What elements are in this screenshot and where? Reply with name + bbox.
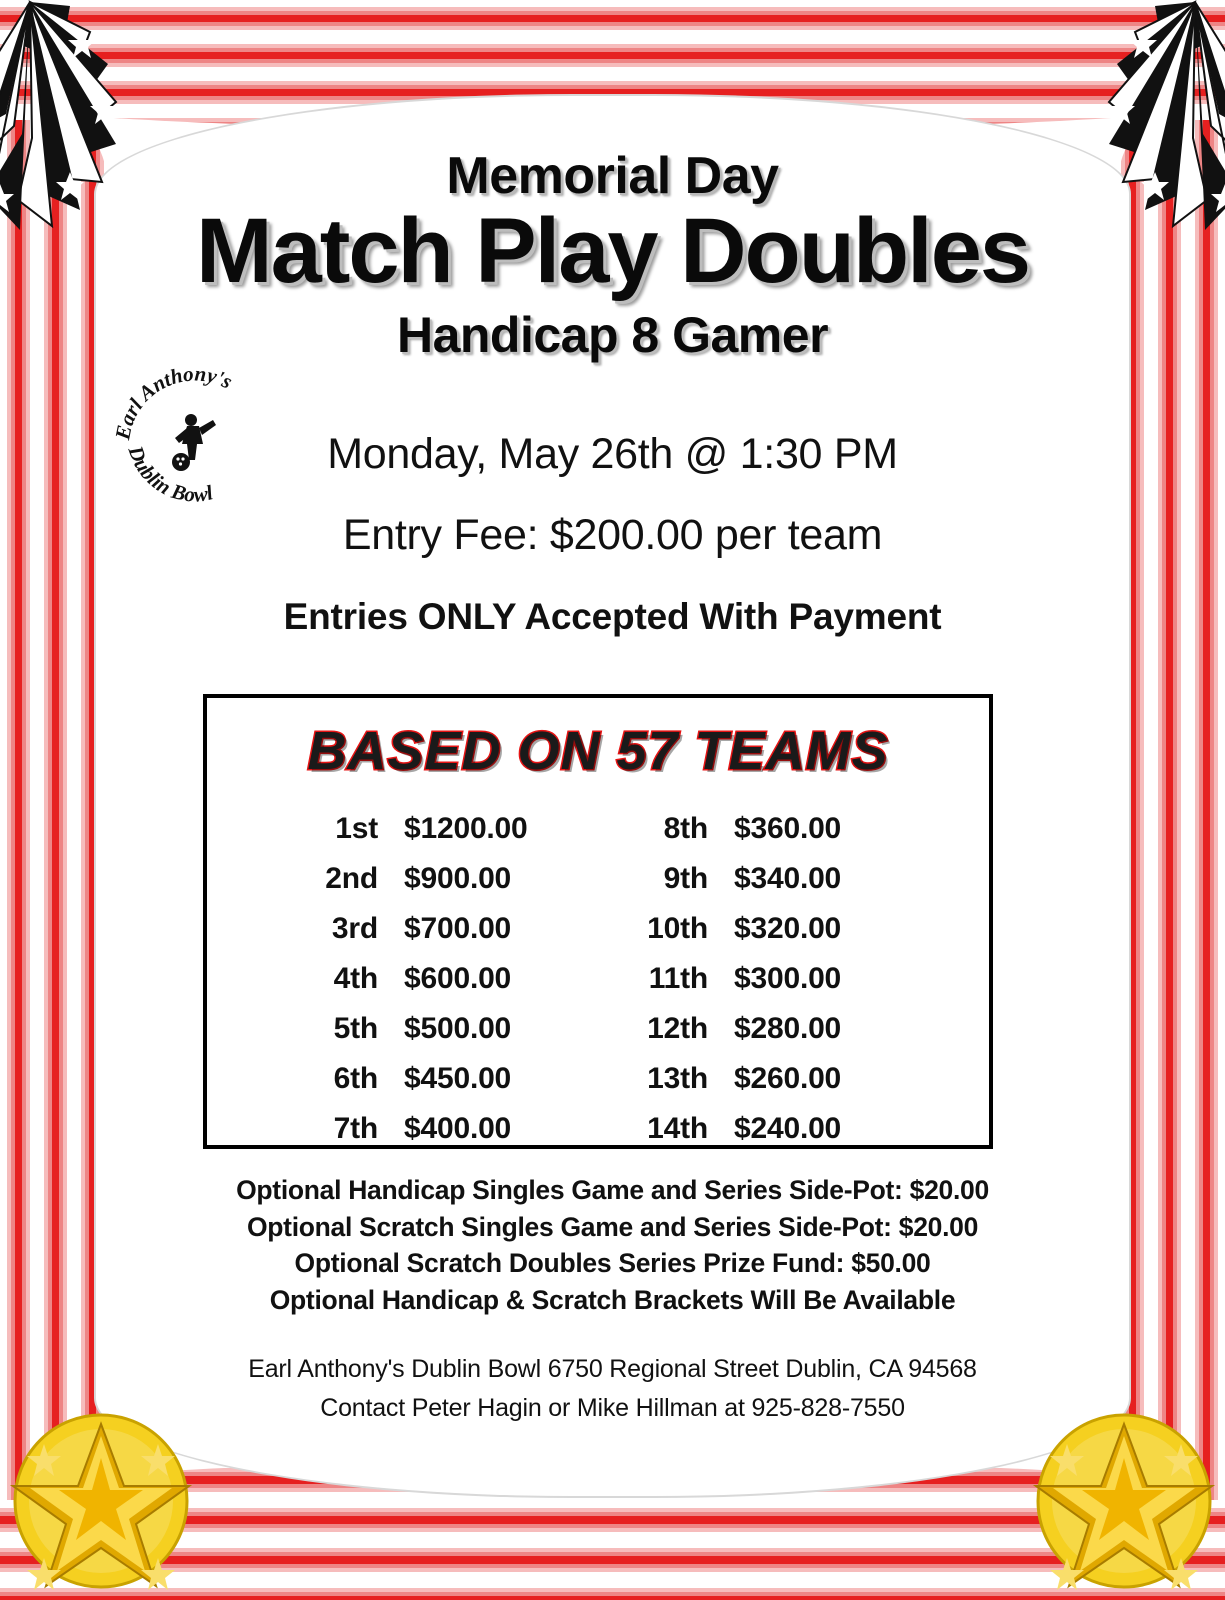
entry-fee: Entry Fee: $200.00 per team bbox=[342, 510, 883, 559]
optional-line: Optional Handicap Singles Game and Series Side-Pot: $20.00 bbox=[236, 1175, 989, 1205]
place-label: 7th bbox=[333, 1112, 378, 1145]
event-datetime: Monday, May 26th @ 1:30 PM bbox=[327, 429, 898, 478]
place-label: 1st bbox=[335, 812, 378, 845]
spacer bbox=[578, 904, 618, 954]
table-row bbox=[288, 1004, 908, 1054]
optional-line: Optional Scratch Doubles Series Prize Fund: $50.00 bbox=[294, 1248, 931, 1279]
table-row bbox=[288, 854, 908, 904]
prize-amount: $900.00 bbox=[404, 862, 512, 895]
place-label: 9th bbox=[663, 862, 708, 895]
venue-address: Earl Anthony's Dublin Bowl 6750 Regional Street Dublin, CA 94568 bbox=[248, 1355, 977, 1383]
place-label: 6th bbox=[333, 1062, 378, 1095]
prize-amount: $400.00 bbox=[404, 1112, 512, 1145]
table-row bbox=[288, 1054, 908, 1104]
place-label: 11th bbox=[648, 962, 708, 995]
spacer bbox=[578, 1104, 618, 1154]
place-label: 12th bbox=[647, 1012, 708, 1045]
spacer bbox=[578, 854, 618, 904]
prize-amount: $600.00 bbox=[404, 962, 512, 995]
spacer bbox=[578, 954, 618, 1004]
table-row bbox=[288, 954, 908, 1004]
payment-note: Entries ONLY Accepted With Payment bbox=[283, 595, 942, 637]
dublin-bowl-logo bbox=[107, 352, 277, 527]
prize-amount: $300.00 bbox=[734, 962, 842, 995]
spacer bbox=[578, 1004, 618, 1054]
place-label: 13th bbox=[647, 1062, 708, 1095]
prize-amount: $240.00 bbox=[734, 1112, 842, 1145]
place-label: 14th bbox=[647, 1112, 708, 1145]
svg-text:Earl Anthony's: Earl Anthony's bbox=[110, 361, 237, 442]
place-label: 4th bbox=[333, 962, 378, 995]
prize-amount: $340.00 bbox=[734, 862, 842, 895]
spacer bbox=[578, 804, 618, 854]
optional-line: Optional Handicap & Scratch Brackets Will Be Available bbox=[269, 1284, 956, 1315]
eyebrow-text: Memorial Day bbox=[446, 147, 779, 205]
svg-text:Dublin Bowl: Dublin Bowl bbox=[123, 442, 216, 507]
place-label: 3rd bbox=[331, 912, 378, 945]
table-row bbox=[288, 904, 908, 954]
prize-amount: $320.00 bbox=[734, 912, 842, 945]
prize-amount: $360.00 bbox=[734, 812, 842, 845]
place-label: 8th bbox=[663, 812, 708, 845]
prize-amount: $700.00 bbox=[404, 912, 512, 945]
table-row bbox=[288, 1104, 908, 1154]
page-title: Match Play Doubles bbox=[195, 200, 1030, 302]
place-label: 2nd bbox=[325, 862, 378, 895]
optional-line: Optional Scratch Singles Game and Series Side-Pot: $20.00 bbox=[246, 1211, 979, 1242]
contact-info: Contact Peter Hagin or Mike Hillman at 925-828-7550 bbox=[320, 1393, 905, 1422]
prize-heading: BASED ON 57 TEAMS bbox=[307, 721, 889, 781]
footer-block bbox=[0, 1350, 1225, 1428]
subtitle-text: Handicap 8 Gamer bbox=[396, 306, 829, 363]
table-row bbox=[288, 804, 908, 854]
prize-fund-box bbox=[203, 694, 993, 1149]
prize-amount: $450.00 bbox=[404, 1062, 512, 1095]
spacer bbox=[578, 1054, 618, 1104]
optional-sidepots-block bbox=[0, 1172, 1225, 1318]
prize-amount: $260.00 bbox=[734, 1062, 842, 1095]
prize-amount: $1200.00 bbox=[404, 812, 528, 845]
place-label: 5th bbox=[333, 1012, 378, 1045]
prize-table bbox=[288, 804, 908, 1154]
title-block bbox=[0, 0, 1225, 364]
prize-amount: $280.00 bbox=[734, 1012, 842, 1045]
prize-amount: $500.00 bbox=[404, 1012, 512, 1045]
place-label: 10th bbox=[647, 912, 708, 945]
